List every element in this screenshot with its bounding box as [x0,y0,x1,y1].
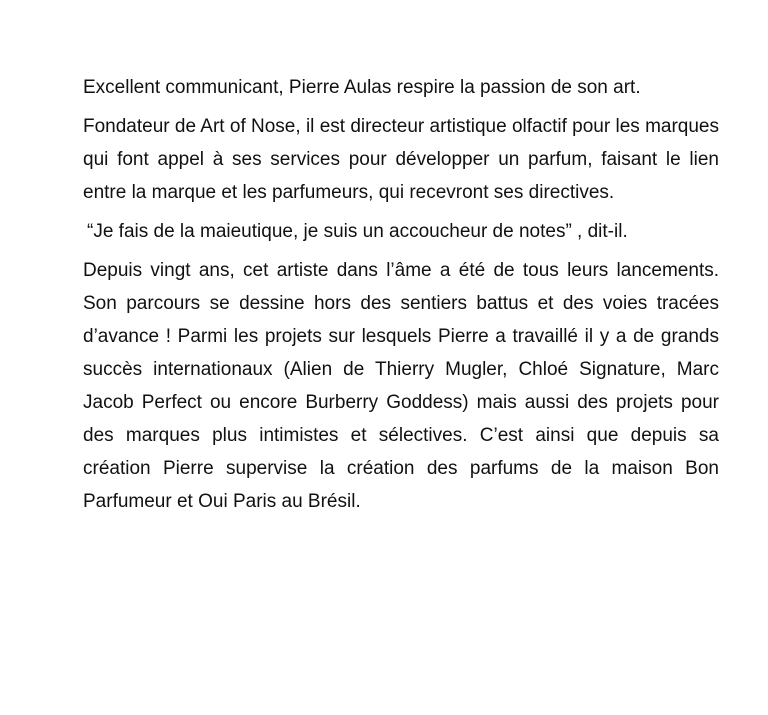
article-body [83,71,719,524]
paragraph-founder: Fondateur de Art of Nose, il est directeur artistique olfactif pour les marques qui font appel à ses services pour développer un parfum, faisant le lien entre la marque et les parfumeurs, qui recevront ses directives. [83,116,719,203]
paragraph-intro: Excellent communicant, Pierre Aulas respire la passion de son art. [83,77,641,98]
paragraph-career: Depuis vingt ans, cet artiste dans l’âme a été de tous leurs lancements. Son parcours se dessine hors des sentiers battus et des voies tracées d’avance ! Parmi les projets sur lesquels Pierre a travaillé il y a de grands succès internationaux (Alien de Thierry Mugler, Chloé Signature, Marc Jacob Perfect ou encore Burberry Goddess) mais aussi des projets pour des marques plus intimistes et sélectives. C’est ainsi que depuis sa création Pierre supervise la création des parfums de la maison Bon Parfumeur et Oui Paris au Brésil. [83,260,719,512]
paragraph-quote: “Je fais de la maieutique, je suis un accoucheur de notes” , dit-il. [87,221,628,242]
